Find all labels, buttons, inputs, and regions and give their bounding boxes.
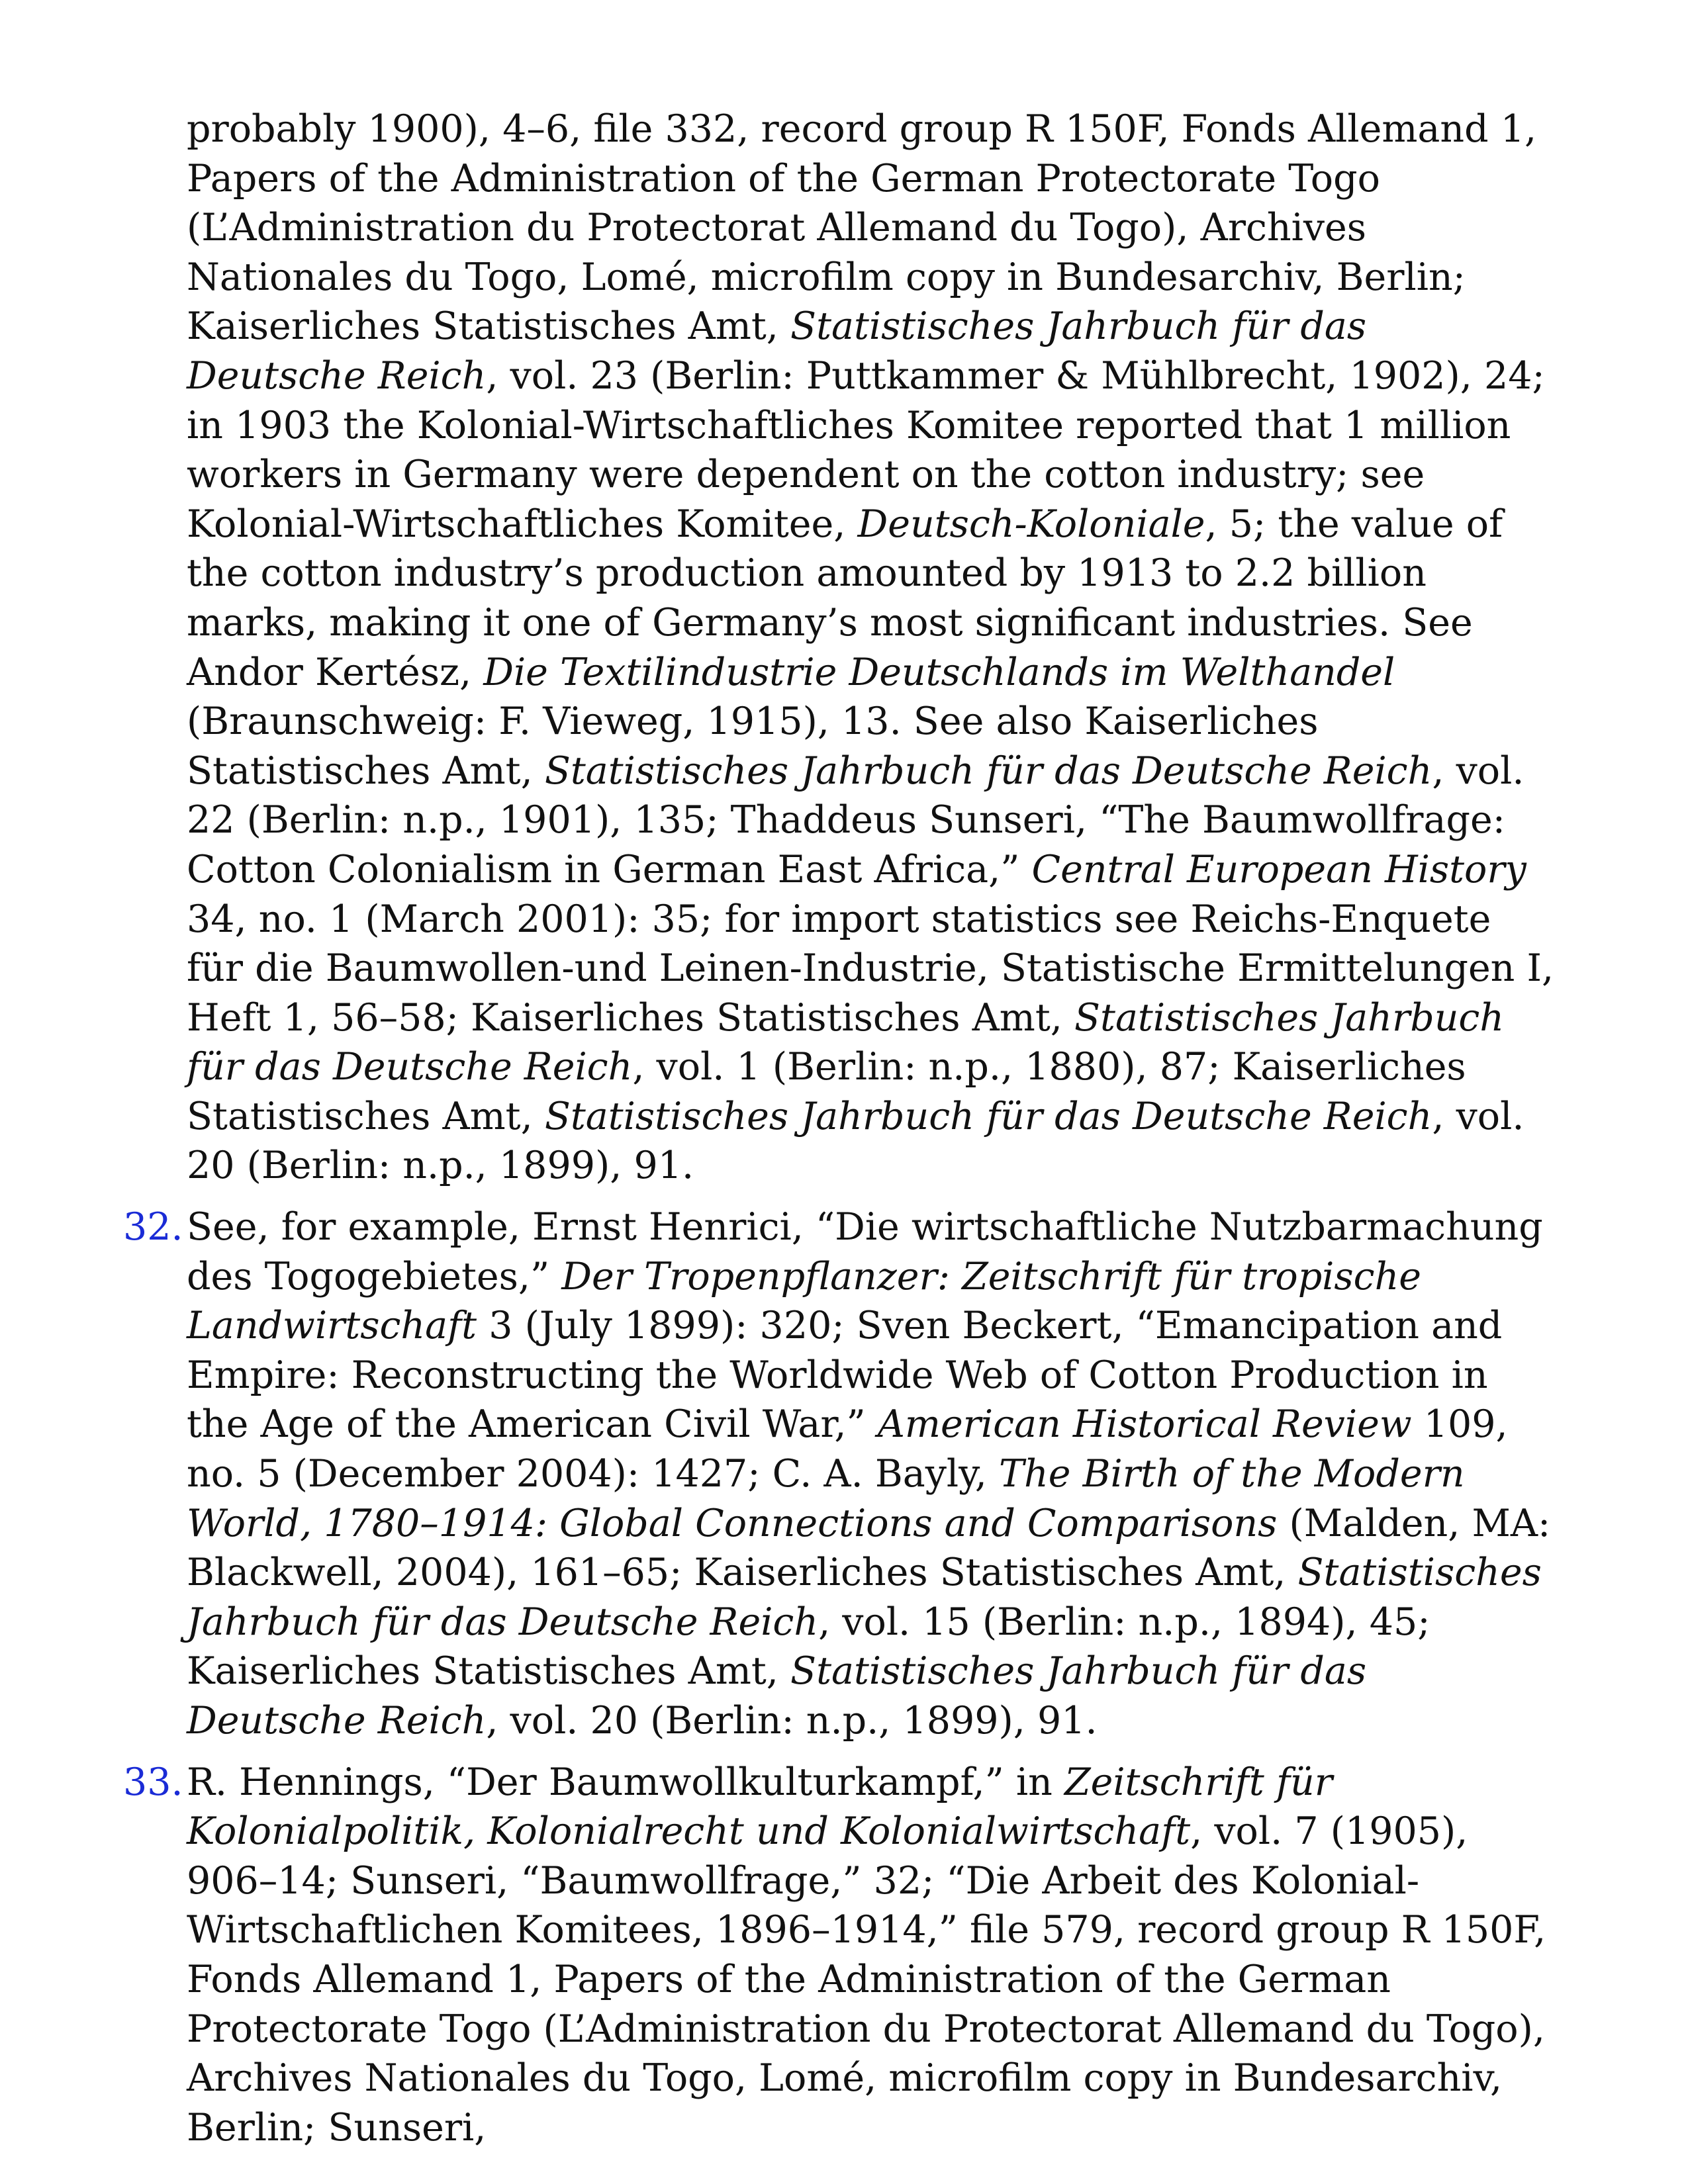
text-segment: 34, no. 1 (March 2001): 35; for import statistics see Reichs-Enquete für die Baumwollen-und Leinen-Industrie, Statistische Ermittelungen I, Heft 1, 56–58; Kaiserliches Statistisches Amt,	[187, 897, 1554, 1040]
text-segment: probably 1900), 4–6, file 332, record group R 150F, Fonds Allemand 1, Papers of the Administration of the German Protectorate Togo (L’Administration du Protectorat Allemand du Togo), Archives Nationales du Togo, Lomé, microfilm copy in Bundesarchiv, Berlin; Kaiserliches Statistisches Amt,	[187, 107, 1537, 349]
footnote-number-link[interactable]: 32.	[123, 1205, 183, 1250]
text-segment: , vol. 20 (Berlin: n.p., 1899), 91.	[486, 1699, 1098, 1743]
text-segment: , vol. 20 (Berlin: n.p., 1899), 91.	[187, 1094, 1524, 1188]
text-segment: , vol. 7 (1905), 906–14; Sunseri, “Baumwollfrage,” 32; “Die Arbeit des Kolonial-Wirtschaftlichen Komitees, 1896–1914,” file 579, record group R 150F, Fonds Allemand 1, Papers of the Administration of the German Protectorate Togo (L’Administration du Protectorat Allemand du Togo), Archives Nationales du Togo, Lomé, microfilm copy in Bundesarchiv, Berlin; Sunseri,	[187, 1809, 1546, 2150]
text-segment: 109, no. 5 (December 2004): 1427; C. A. Bayly,	[187, 1402, 1508, 1496]
italic-title: Central European History	[1031, 847, 1526, 891]
text-segment: See, for example, Ernst Henrici, “Die wirtschaftliche Nutzbarmachung des Togogebietes,”	[187, 1205, 1543, 1298]
italic-title: Statistisches Jahrbuch für das Deutsche Reich	[544, 1094, 1432, 1138]
italic-title: The Birth of the Modern World, 1780–1914: Global Connections and Comparisons	[187, 1452, 1465, 1545]
footnote-text	[187, 1758, 1556, 2153]
footnote-number-link[interactable]: 33.	[123, 1760, 183, 1804]
footnote-text	[187, 105, 1556, 1191]
text-segment: 3 (July 1899): 320; Sven Beckert, “Emancipation and Empire: Reconstructing the Worldwide Web of Cotton Production in the Age of the American Civil War,”	[187, 1304, 1503, 1447]
text-segment: (Malden, MA: Blackwell, 2004), 161–65; Kaiserliches Statistisches Amt,	[187, 1501, 1551, 1595]
italic-title: Statistisches Jahrbuch für das Deutsche Reich	[544, 749, 1432, 793]
text-segment: (Braunschweig: F. Vieweg, 1915), 13. See also Kaiserliches Statistisches Amt,	[187, 700, 1319, 793]
italic-title: Deutsch-Koloniale	[857, 502, 1205, 546]
italic-title: Statistisches Jahrbuch für das Deutsche Reich	[187, 304, 1367, 398]
italic-title: American Historical Review	[877, 1402, 1412, 1447]
italic-title: Die Textilindustrie Deutschlands im Welthandel	[483, 650, 1395, 694]
italic-title: Statistisches Jahrbuch für das Deutsche Reich	[187, 1649, 1367, 1743]
text-segment: , vol. 22 (Berlin: n.p., 1901), 135; Thaddeus Sunseri, “The Baumwollfrage: Cotton Colonialism in German East Africa,”	[187, 749, 1524, 891]
footnote-33	[123, 1758, 1556, 2153]
footnote-text	[187, 1203, 1556, 1746]
footnote-continued	[123, 105, 1556, 1191]
text-segment: , vol. 15 (Berlin: n.p., 1894), 45; Kaiserliches Statistisches Amt,	[187, 1600, 1430, 1694]
text-segment: , vol. 1 (Berlin: n.p., 1880), 87; Kaiserliches Statistisches Amt,	[187, 1045, 1466, 1138]
italic-title: Der Tropenpflanzer: Zeitschrift für tropische Landwirtschaft	[187, 1254, 1422, 1348]
text-segment: R. Hennings, “Der Baumwollkulturkampf,” in	[187, 1760, 1064, 1804]
italic-title: Zeitschrift für Kolonialpolitik, Kolonialrecht und Kolonialwirtschaft	[187, 1760, 1333, 1854]
italic-title: Statistisches Jahrbuch für das Deutsche Reich	[187, 1551, 1542, 1644]
text-segment: , 5; the value of the cotton industry’s production amounted by 1913 to 2.2 billion marks, making it one of Germany’s most significant industries. See Andor Kertész,	[187, 502, 1503, 694]
footnote-32	[123, 1203, 1556, 1746]
text-segment: , vol. 23 (Berlin: Puttkammer & Mühlbrecht, 1902), 24; in 1903 the Kolonial-Wirtschaftliches Komitee reported that 1 million workers in Germany were dependent on the cotton industry; see Kolonial-Wirtschaftliches Komitee,	[187, 353, 1545, 546]
italic-title: Statistisches Jahrbuch für das Deutsche Reich	[187, 995, 1505, 1089]
